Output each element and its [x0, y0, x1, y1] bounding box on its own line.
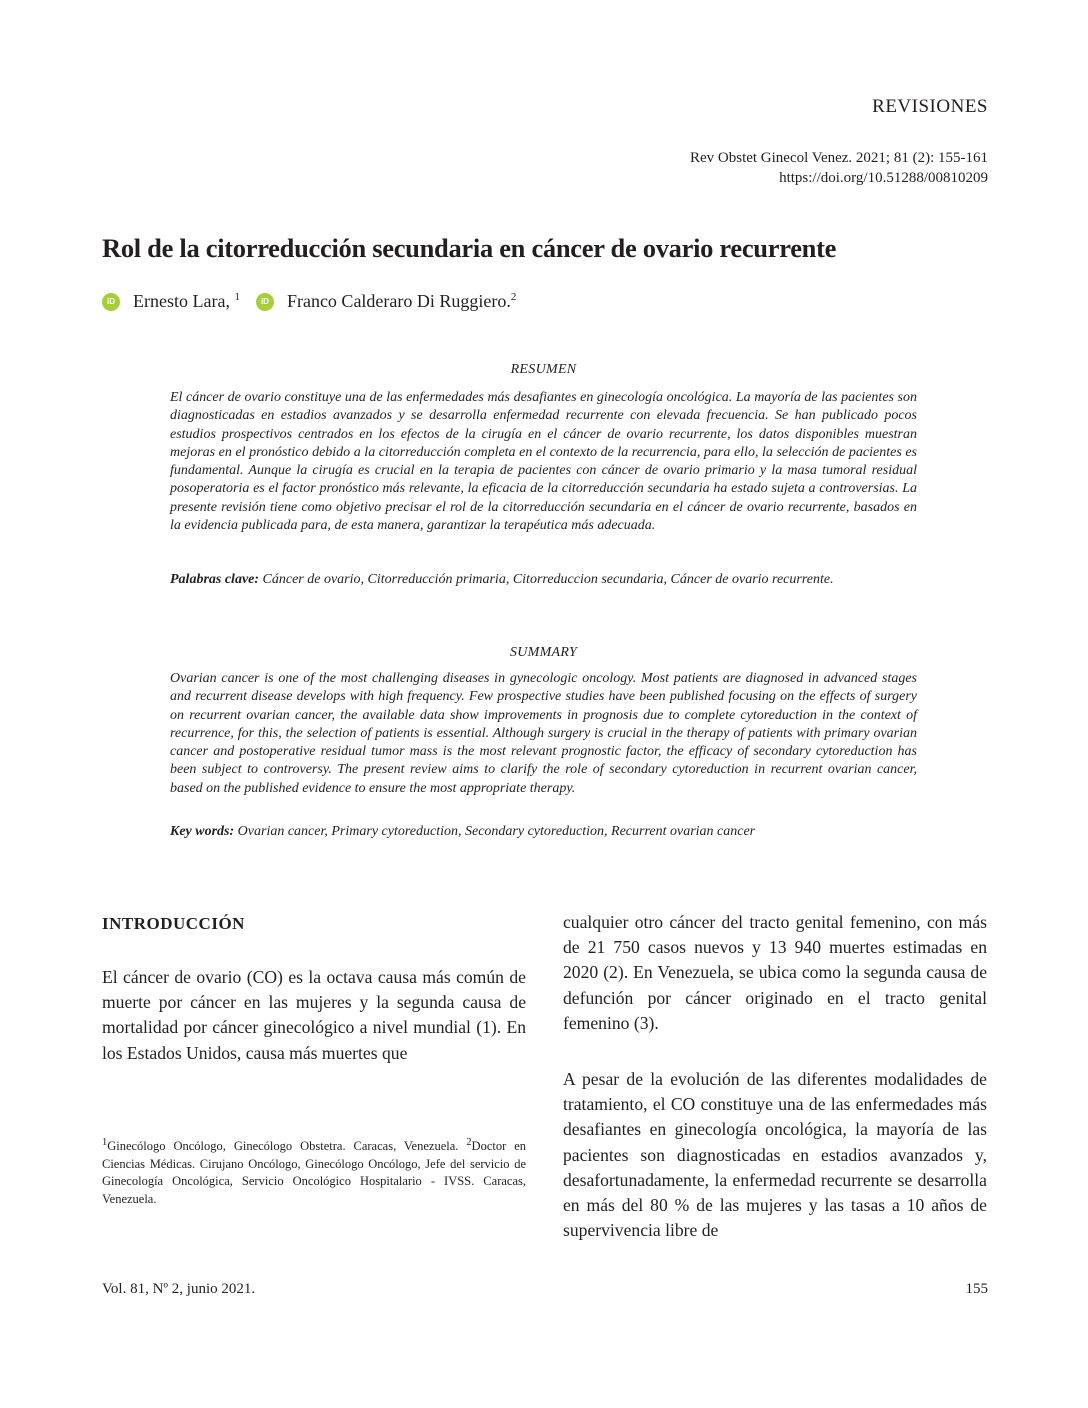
author-affiliation-footnote — [102, 1134, 526, 1208]
resumen-heading: RESUMEN — [510, 362, 577, 377]
keywords-text: Cáncer de ovario, Citorreducción primaria, Citorreduccion secundaria, Cáncer de ovario recurrente. — [259, 572, 834, 587]
intro-paragraph-right-1: cualquier otro cáncer del tracto genital femenino, con más de 21 750 casos nuevos y 13 940 muertes estimadas en 2020 (2). En Venezuela, se ubica como la segunda causa de defunción por cáncer originado en el tracto genital femenino (3). — [563, 912, 987, 1033]
orcid-icon[interactable]: iD — [256, 293, 274, 311]
resumen-keywords — [170, 571, 917, 589]
author-name-text: Franco Calderaro Di Ruggiero. — [286, 291, 511, 311]
citation-reference: Rev Obstet Ginecol Venez. 2021; 81 (2): 155-161 — [689, 150, 988, 166]
author-name — [287, 291, 516, 312]
article-title: Rol de la citorreducción secundaria en cáncer de ovario recurrente — [102, 233, 837, 263]
author-list — [102, 291, 522, 312]
orcid-icon[interactable]: iD — [102, 293, 120, 311]
footnote-marker: 1 — [102, 1137, 108, 1148]
keywords-text: Ovarian cancer, Primary cytoreduction, Secondary cytoreduction, Recurrent ovarian cancer — [234, 824, 756, 839]
author-name — [133, 291, 240, 312]
keywords-label: Key words: — [170, 824, 235, 839]
journal-citation — [690, 148, 988, 188]
page-number: 155 — [965, 1281, 988, 1297]
section-heading-introduccion: INTRODUCCIÓN — [102, 914, 245, 933]
section-label: REVISIONES — [872, 96, 988, 117]
summary-body: Ovarian cancer is one of the most challenging diseases in gynecologic oncology. Most patients are diagnosed in advanced stages and recurrent disease develops with high frequency. Few prospective studies have been published focusing on the effects of surgery on recurrent ovarian cancer, the available data show improvements in prognosis due to complete cytoreduction in the context of recurrence, for this, the selection of patients is essential. Although surgery is crucial in the therapy of patients with primary ovarian cancer and postoperative residual tumor mass is the most relevant prognostic factor, the efficacy of secondary cytoreduction has been subject to controversy. The present review aims to clarify the role of secondary cytoreduction in recurrent ovarian cancer, based on the published evidence to ensure the most appropriate therapy. — [170, 671, 917, 796]
keywords-label: Palabras clave: — [170, 572, 260, 587]
doi-link[interactable]: https://doi.org/10.51288/00810209 — [779, 170, 988, 186]
footnote-text: Ginecólogo Oncólogo, Ginecólogo Obstetra. Caracas, Venezuela. — [107, 1139, 467, 1154]
summary-keywords — [170, 823, 917, 841]
resumen-body: El cáncer de ovario constituye una de las enfermedades más desafiantes en ginecología oncológica. La mayoría de las pacientes son diagnosticadas en estadios avanzados y se desarrolla enfermedad recurrente con elevada frecuencia. Se han publicado pocos estudios prospectivos centrados en los efectos de la cirugía en el cáncer de ovario recurrente, los datos disponibles muestran mejoras en el pronóstico debido a la citorreducción completa en el contexto de la recurrencia, para ello, la selección de pacientes es fundamental. Aunque la cirugía es crucial en la terapia de pacientes con cáncer de ovario primario y la masa tumoral residual posoperatoria es el factor pronóstico más relevante, la eficacia de la citorreducción secundaria ha estado sujeta a controversias. La presente revisión tiene como objetivo precisar el rol de la citorreducción secundaria en el cáncer de ovario recurrente, basados en la evidencia publicada para, de esta manera, garantizar la terapéutica más adecuada. — [170, 390, 917, 534]
footer-volume: Vol. 81, Nº 2, junio 2021. — [102, 1281, 256, 1297]
footnote-text: Doctor en Ciencias Médicas. Cirujano Oncólogo, Ginecólogo Oncólogo, Jefe del servicio de Ginecología Oncológica, Servicio Oncológico Hospitalario - IVSS. Caracas, Venezuela. — [102, 1139, 526, 1206]
affiliation-marker: 1 — [234, 291, 240, 303]
summary-heading: SUMMARY — [509, 645, 578, 660]
author-name-text: Ernesto Lara, — [133, 291, 235, 311]
intro-paragraph-right-2: A pesar de la evolución de las diferentes modalidades de tratamiento, el CO constituye una de las enfermedades más desafiantes en ginecología oncológica, la mayoría de las pacientes son diagnosticadas en estadios avanzados y, desafortunadamente, la enfermedad recurrente se desarrolla en más del 80 % de las mujeres y las tasas a 10 años de supervivencia libre de — [563, 1069, 987, 1241]
affiliation-marker: 2 — [510, 291, 517, 303]
intro-paragraph-left: El cáncer de ovario (CO) es la octava causa más común de muerte por cáncer en las mujeres y la segunda causa de mortalidad por cáncer ginecológico a nivel mundial (1). En los Estados Unidos, causa más muertes que — [102, 967, 526, 1063]
footnote-marker: 2 — [466, 1137, 472, 1148]
